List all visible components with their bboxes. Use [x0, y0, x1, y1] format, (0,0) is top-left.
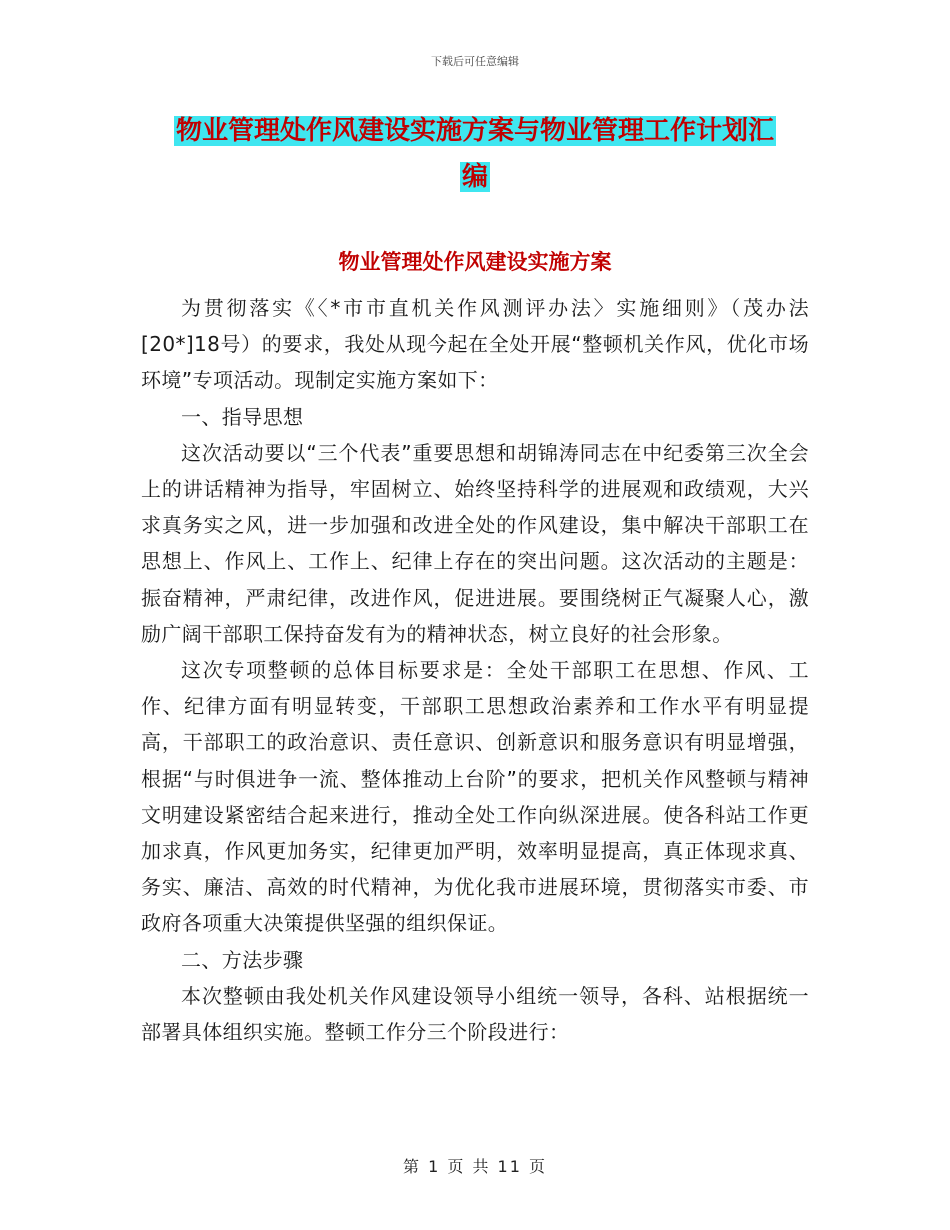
document-title-line1: 物业管理处作风建设实施方案与物业管理工作计划汇 [175, 116, 774, 146]
document-title [140, 108, 810, 200]
paragraph-guiding-ideology: 这次活动要以“三个代表”重要思想和胡锦涛同志在中纪委第三次全会上的讲话精神为指导，牢固树立、始终坚持科学的进展观和政绩观，大兴求真务实之风，进一步加强和改进全处的作风建设，集中解决干部职工在思想上、作风上、工作上、纪律上存在的突出问题。这次活动的主题是：振奋精神，严肃纪律，改进作风，促进进展。要围绕树正气凝聚人心，激励广阔干部职工保持奋发有为的精神状态，树立良好的社会形象。 [141, 440, 809, 646]
header-note: 下载后可任意编辑 [431, 55, 519, 68]
document-body [141, 290, 809, 1050]
paragraph-overall-goals: 这次专项整顿的总体目标要求是：全处干部职工在思想、作风、工作、纪律方面有明显转变，干部职工思想政治素养和工作水平有明显提高，干部职工的政治意识、责任意识、创新意识和服务意识有明显增强，根据“与时俱进争一流、整体推动上台阶”的要求，把机关作风整顿与精神文明建设紧密结合起来进行，推动全处工作向纵深进展。使各科站工作更加求真，作风更加务实，纪律更加严明，效率明显提高，真正体现求真、务实、廉洁、高效的时代精神，为优化我市进展环境，贯彻落实市委、市政府各项重大决策提供坚强的组织保证。 [141, 658, 809, 936]
section-title: 物业管理处作风建设实施方案 [338, 250, 612, 274]
page-footer: 第 1 页 共 11 页 [403, 1157, 547, 1176]
heading-method-steps: 二、方法步骤 [181, 947, 304, 972]
paragraph-intro: 为贯彻落实《〈*市市直机关作风测评办法〉实施细则》（茂办法[20*]18号）的要求，我处从现今起在全处开展“整顿机关作风，优化市场环境”专项活动。现制定实施方案如下： [141, 296, 809, 393]
paragraph-method-steps: 本次整顿由我处机关作风建设领导小组统一领导，各科、站根据统一部署具体组织实施。整顿工作分三个阶段进行： [141, 983, 809, 1045]
heading-guiding-ideology: 一、指导思想 [181, 404, 304, 429]
document-title-line2: 编 [461, 162, 488, 192]
